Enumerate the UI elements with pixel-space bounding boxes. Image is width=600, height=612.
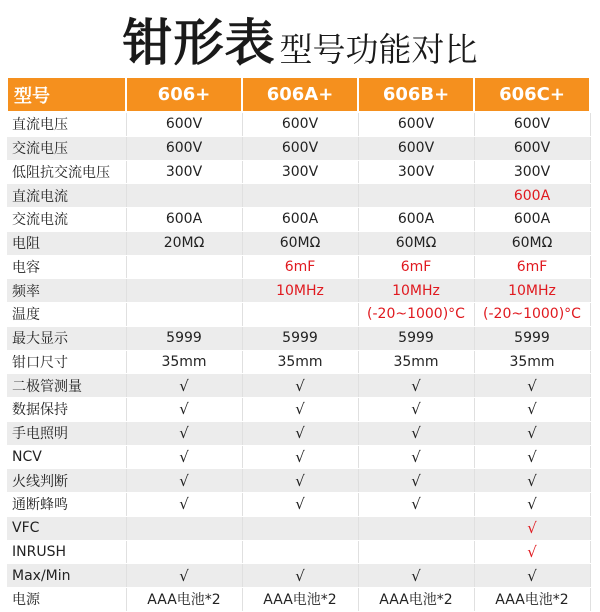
spec-value-cell: 5999 xyxy=(474,326,590,350)
table-row xyxy=(7,184,590,208)
table-row xyxy=(7,588,590,612)
check-icon: √ xyxy=(242,493,358,517)
spec-value-cell xyxy=(358,184,474,208)
header-model-606bplus: 606B+ xyxy=(358,77,474,112)
check-icon: √ xyxy=(474,516,590,540)
check-icon: √ xyxy=(474,398,590,422)
spec-value-cell: 300V xyxy=(474,160,590,184)
spec-value-cell: 60MΩ xyxy=(358,231,474,255)
check-icon: √ xyxy=(474,374,590,398)
check-icon: √ xyxy=(474,469,590,493)
check-icon: √ xyxy=(126,398,242,422)
spec-value-cell: (-20~1000)°C xyxy=(474,303,590,327)
spec-value-cell: 60MΩ xyxy=(474,231,590,255)
check-icon: √ xyxy=(126,374,242,398)
spec-value-cell xyxy=(242,184,358,208)
spec-value-cell: 6mF xyxy=(242,255,358,279)
spec-value-cell xyxy=(358,516,474,540)
spec-value-cell: 600V xyxy=(358,136,474,160)
header-model-606plus: 606+ xyxy=(126,77,242,112)
row-label: 电阻 xyxy=(7,231,126,255)
spec-value-cell xyxy=(126,303,242,327)
row-label: 交流电压 xyxy=(7,136,126,160)
check-icon: √ xyxy=(358,493,474,517)
spec-value-cell: 10MHz xyxy=(474,279,590,303)
spec-value-cell xyxy=(126,540,242,564)
spec-value-cell: 600V xyxy=(474,112,590,136)
check-icon: √ xyxy=(358,469,474,493)
spec-value-cell: 600A xyxy=(358,208,474,232)
check-icon: √ xyxy=(474,493,590,517)
row-label: 交流电流 xyxy=(7,208,126,232)
row-label: Max/Min xyxy=(7,564,126,588)
table-row xyxy=(7,469,590,493)
check-icon: √ xyxy=(126,493,242,517)
check-icon: √ xyxy=(242,421,358,445)
table-row xyxy=(7,421,590,445)
spec-value-cell: 20MΩ xyxy=(126,231,242,255)
row-label: 通断蜂鸣 xyxy=(7,493,126,517)
check-icon: √ xyxy=(474,421,590,445)
header-row xyxy=(7,77,590,112)
table-row xyxy=(7,326,590,350)
table-row xyxy=(7,231,590,255)
table-row xyxy=(7,540,590,564)
check-icon: √ xyxy=(126,564,242,588)
row-label: 钳口尺寸 xyxy=(7,350,126,374)
check-icon: √ xyxy=(242,469,358,493)
spec-value-cell: 600A xyxy=(242,208,358,232)
spec-value-cell: 600A xyxy=(474,184,590,208)
row-label: 直流电流 xyxy=(7,184,126,208)
table-row xyxy=(7,255,590,279)
check-icon: √ xyxy=(126,445,242,469)
spec-value-cell xyxy=(242,516,358,540)
spec-value-cell: AAA电池*2 xyxy=(126,588,242,612)
row-label: INRUSH xyxy=(7,540,126,564)
spec-value-cell xyxy=(242,540,358,564)
spec-value-cell: 35mm xyxy=(358,350,474,374)
spec-value-cell: 300V xyxy=(126,160,242,184)
check-icon: √ xyxy=(474,564,590,588)
page-title xyxy=(0,0,600,70)
spec-value-cell: 600V xyxy=(242,136,358,160)
table-row xyxy=(7,279,590,303)
spec-value-cell: 5999 xyxy=(242,326,358,350)
spec-value-cell: 600V xyxy=(242,112,358,136)
check-icon: √ xyxy=(358,421,474,445)
spec-value-cell: 600V xyxy=(126,112,242,136)
spec-value-cell: 35mm xyxy=(242,350,358,374)
row-label: 最大显示 xyxy=(7,326,126,350)
check-icon: √ xyxy=(242,564,358,588)
header-model-606cplus: 606C+ xyxy=(474,77,590,112)
row-label: 数据保持 xyxy=(7,398,126,422)
table-row xyxy=(7,136,590,160)
check-icon: √ xyxy=(242,398,358,422)
row-label: 电容 xyxy=(7,255,126,279)
spec-value-cell: 5999 xyxy=(126,326,242,350)
check-icon: √ xyxy=(358,374,474,398)
check-icon: √ xyxy=(126,469,242,493)
check-icon: √ xyxy=(474,445,590,469)
header-model-606aplus: 606A+ xyxy=(242,77,358,112)
row-label: 温度 xyxy=(7,303,126,327)
table-row xyxy=(7,208,590,232)
spec-value-cell xyxy=(126,279,242,303)
title-subtitle: 型号功能对比 xyxy=(279,30,478,69)
spec-value-cell: 6mF xyxy=(358,255,474,279)
check-icon: √ xyxy=(358,398,474,422)
row-label: 频率 xyxy=(7,279,126,303)
table-row xyxy=(7,350,590,374)
spec-value-cell: 300V xyxy=(358,160,474,184)
spec-value-cell: 6mF xyxy=(474,255,590,279)
spec-value-cell: 60MΩ xyxy=(242,231,358,255)
spec-value-cell: 600A xyxy=(126,208,242,232)
row-label: VFC xyxy=(7,516,126,540)
table-row xyxy=(7,303,590,327)
spec-value-cell: 35mm xyxy=(126,350,242,374)
row-label: NCV xyxy=(7,445,126,469)
comparison-table xyxy=(6,76,591,612)
spec-value-cell: AAA电池*2 xyxy=(358,588,474,612)
spec-value-cell: 300V xyxy=(242,160,358,184)
row-label: 直流电压 xyxy=(7,112,126,136)
spec-value-cell: (-20~1000)°C xyxy=(358,303,474,327)
table-row xyxy=(7,516,590,540)
table-row xyxy=(7,564,590,588)
table-row xyxy=(7,112,590,136)
check-icon: √ xyxy=(358,564,474,588)
spec-value-cell: 35mm xyxy=(474,350,590,374)
check-icon: √ xyxy=(242,374,358,398)
spec-value-cell: 5999 xyxy=(358,326,474,350)
row-label: 手电照明 xyxy=(7,421,126,445)
check-icon: √ xyxy=(242,445,358,469)
row-label: 火线判断 xyxy=(7,469,126,493)
spec-value-cell: 600A xyxy=(474,208,590,232)
check-icon: √ xyxy=(126,421,242,445)
title-main: 钳形表 xyxy=(122,14,276,72)
row-label: 二极管测量 xyxy=(7,374,126,398)
spec-value-cell: AAA电池*2 xyxy=(474,588,590,612)
table-row xyxy=(7,374,590,398)
spec-value-cell xyxy=(358,540,474,564)
table-row xyxy=(7,445,590,469)
check-icon: √ xyxy=(358,445,474,469)
table-body xyxy=(7,112,590,611)
row-label: 电源 xyxy=(7,588,126,612)
spec-value-cell: 10MHz xyxy=(358,279,474,303)
table-row xyxy=(7,493,590,517)
table-row xyxy=(7,160,590,184)
spec-value-cell: 600V xyxy=(358,112,474,136)
spec-value-cell xyxy=(242,303,358,327)
spec-value-cell xyxy=(126,184,242,208)
header-model-label: 型号 xyxy=(7,77,126,112)
check-icon: √ xyxy=(474,540,590,564)
spec-value-cell xyxy=(126,255,242,279)
spec-value-cell: 10MHz xyxy=(242,279,358,303)
spec-value-cell: AAA电池*2 xyxy=(242,588,358,612)
spec-value-cell xyxy=(126,516,242,540)
table-row xyxy=(7,398,590,422)
row-label: 低阻抗交流电压 xyxy=(7,160,126,184)
spec-value-cell: 600V xyxy=(474,136,590,160)
spec-value-cell: 600V xyxy=(126,136,242,160)
